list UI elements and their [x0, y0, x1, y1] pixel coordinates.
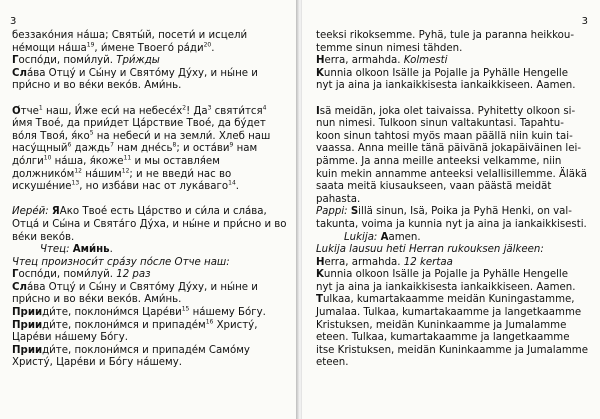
text-line: до́лги$^{10}$ на́ша, я́коже$^{11}$ и мы оставля́ем	[12, 154, 220, 167]
left-page-number: 3	[10, 16, 17, 27]
text-line: itse Kristuksen, meidän Kuninkaamme ja Jumalamme	[316, 344, 588, 356]
text-line: Царе́ви на́шему Бо́гу.	[12, 332, 129, 344]
text-line: Иере́й: ЯАко Твое́ есть Ца́рство и си́ла и сла́ва,	[12, 206, 267, 218]
text-line: Госпо́ди, поми́луй. 12 раз	[12, 269, 151, 281]
right-page	[302, 0, 600, 419]
text-line: saata meitä kiusaukseen, vaan päästä meidät	[316, 181, 552, 193]
text-line: Lukija lausuu heti Herran rukouksen jälkeen:	[316, 244, 544, 256]
text-line: Прииди́те, поклони́мся и $припаде́м^{16}$ Христу́,	[12, 318, 258, 331]
text-line: при́сно и во ве́ки веко́в. Ами́нь.	[12, 80, 182, 92]
text-line: Госпо́ди, поми́луй. Три́жды	[12, 55, 160, 67]
text-line: Сла́ва Отцу́ и Сы́ну и Свято́му Ду́ху, и ны́не и	[12, 67, 258, 79]
text-line: Jumalaa. Tulkaa, kumartakaamme ja langetkaamme	[316, 307, 582, 319]
text-line: Kunnia olkoon Isälle ja Pojalle ja Pyhälle Hengelle	[316, 269, 569, 281]
text-line: pahasta.	[316, 193, 361, 205]
text-line: takunta, voima ja kunnia nyt ja aina ja iankaikkisesti.	[316, 218, 587, 230]
text-line: искуше́ние$^{13}$, но изба́ви нас от лука́ваго$^{14}$.	[12, 179, 240, 193]
text-line: О́тче$^1$ наш, И́же еси́ на $небесе́х^2$! $Да^3$ святи́тся$^4$	[12, 104, 267, 117]
left-page-text	[12, 30, 292, 370]
text-line: Herra, armahda. 12 kertaa	[316, 256, 453, 268]
text-line: nyt ja aina ja iankaikkisesta iankaikkiseen. Aamen.	[316, 281, 576, 293]
text-line: $должнико́м^{12}$ на́шим$^{12}$; и не введи́ нас во	[12, 167, 232, 180]
text-line: Lukija: Aamen.	[344, 231, 421, 243]
text-line: Сла́ва Отцу́ и Сы́ну и Свято́му Ду́ху, и ны́не и	[12, 281, 258, 293]
text-line: kuin mekin annamme anteeksi velallisillemme. Äläkä	[316, 168, 587, 180]
text-line: насу́щный$^6$ даждь$^7$ нам $дне́сь^8$; и $оста́ви^9$ нам	[12, 141, 258, 155]
text-line: Христу́, Царе́ви и Бо́гу на́шему.	[12, 357, 183, 369]
text-line: Чтец: Ами́нь.	[40, 244, 113, 256]
text-line: во́ля Твоя́, $я́ко^5$ на небеси́ и на земли́. Хлеб наш	[12, 129, 271, 142]
right-page-number: 3	[581, 16, 588, 27]
text-line: koon sinun tahtosi myös maan päällä niin kuin tai-	[316, 130, 573, 142]
text-line: Прииди́те, поклони́мся и припаде́м Само́му	[12, 344, 250, 356]
text-line: Чтец произноси́т сра́зу по́сле Отче наш:	[12, 256, 230, 268]
text-line: Tulkaa, kumartakaamme meidän Kuningastamme,	[316, 294, 575, 306]
text-line: и́мя Твое́, да прии́дет Ца́рствие Твое́, да бу́дет	[12, 118, 266, 130]
text-line: не́мощи $на́ша^{19}$, и́мене Твоего́ $ра́ди^{20}$.	[12, 41, 215, 54]
text-line: ве́ки веко́в.	[12, 231, 75, 243]
text-line: pämme. Ja anna meille anteeksi velkamme, niin	[316, 155, 562, 167]
text-line: Kristuksen, meidän Kuninkaamme ja Jumalamme	[316, 319, 567, 331]
text-line: Прииди́те, поклони́мся $Царе́ви^{15}$ на́шему Бо́гу.	[12, 305, 266, 319]
text-line: при́сно и во ве́ки веко́в. Ами́нь.	[12, 294, 182, 306]
text-line: temme sinun nimesi tähden.	[316, 42, 463, 54]
text-line: nyt ja aina ja iankaikkisesta iankaikkiseen. Aamen.	[316, 80, 576, 92]
text-line: eteen.	[316, 357, 349, 369]
text-line: eteen. Tulkaa, kumartakaamme ja langetkaamme	[316, 332, 570, 344]
text-line: Pappi: Sillä sinun, Isä, Poika ja Pyhä Henki, on val-	[316, 206, 572, 218]
text-line: Isä meidän, joka olet taivaissa. Pyhitetty olkoon si-	[316, 105, 576, 117]
text-line: vaassa. Anna meille tänä päivänä jokapäiväinen lei-	[316, 143, 582, 155]
text-line: Kunnia olkoon Isälle ja Pojalle ja Pyhälle Hengelle	[316, 67, 569, 79]
text-line: Отца́ и Сы́на и Свята́го Ду́ха, и ны́не и при́сно и во	[12, 218, 287, 230]
text-line: беззако́ния на́ша; Святы́й, посети́ и исцели́	[12, 30, 248, 41]
text-line: nun nimesi. Tulkoon sinun valtakuntasi. Tapahtu-	[316, 118, 564, 130]
text-line: Herra, armahda. Kolmesti	[316, 55, 448, 67]
text-line: teeksi rikoksemme. Pyhä, tule ja paranna heikkou-	[316, 30, 574, 41]
left-page	[0, 0, 298, 419]
right-page-text	[316, 30, 594, 370]
